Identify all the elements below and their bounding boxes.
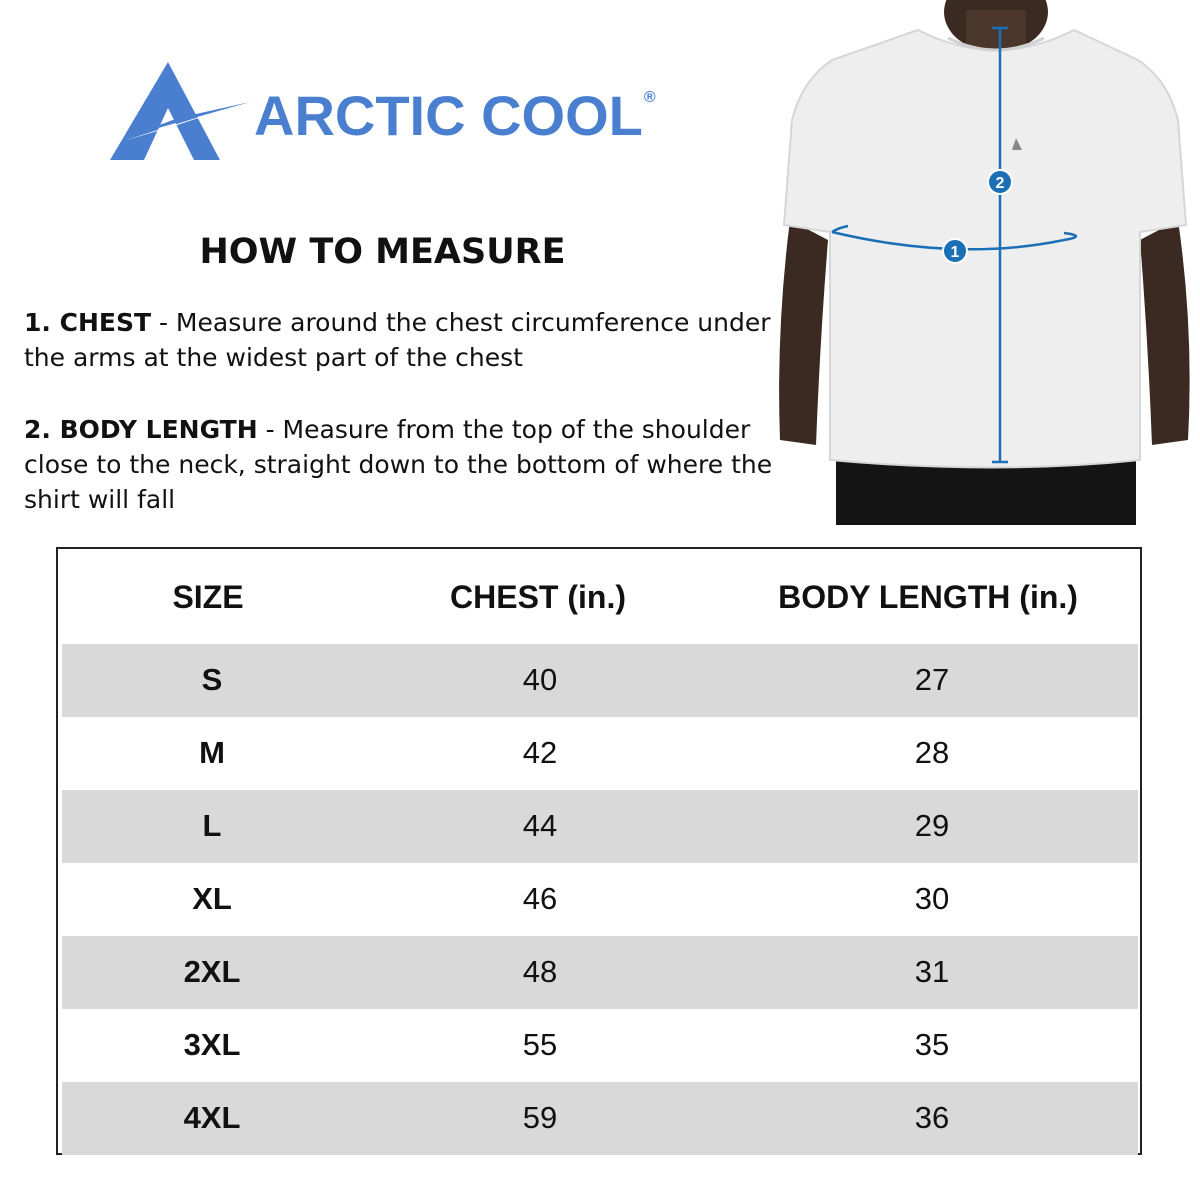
chest-instruction-text: - Measure around the chest circumference under the arms at the widest part of the chest [24,308,771,372]
header-size: SIZE [172,579,244,615]
chest-cell: 44 [522,808,558,843]
table-row [62,1082,1138,1155]
header-body-length: BODY LENGTH (in.) [778,579,1078,615]
model-left-arm [779,220,828,445]
body-length-instruction [24,412,784,517]
chest-cell: 46 [522,881,558,916]
how-to-measure-heading: HOW TO MEASURE [199,232,566,272]
chest-cell: 40 [522,662,558,697]
measurement-diagram [768,0,1200,525]
brand-logo [108,62,668,162]
model-neck [966,10,1026,50]
length-cell: 35 [914,1027,950,1062]
chest-cell: 48 [522,954,558,989]
length-cell: 28 [914,735,950,770]
length-cell: 29 [914,808,950,843]
table-header [58,549,1140,644]
chest-cell: 59 [522,1100,558,1135]
arctic-cool-mountain-icon [108,62,258,162]
table-row [62,936,1138,1009]
model-diagram [768,0,1200,525]
body-length-instruction-label: 2. BODY LENGTH [24,415,258,444]
table-body [62,644,1138,1155]
body-length-instruction-text: - Measure from the top of the shoulder close to the neck, straight down to the bottom of where the shirt will fall [24,415,773,514]
length-cell: 31 [914,954,950,989]
brand-name: ARCTIC COOL [254,84,643,147]
length-cell: 30 [914,881,950,916]
size-cell: 3XL [183,1027,241,1062]
model-right-arm [1140,220,1190,445]
registered-mark: ® [643,89,656,106]
size-chart-table [56,547,1142,1155]
table-row [62,790,1138,863]
size-cell: S [201,662,223,697]
size-cell: L [202,808,222,843]
marker-1-label: 1 [950,244,960,261]
table-row [62,717,1138,790]
table-row [62,863,1138,936]
size-cell: XL [192,881,232,916]
header-chest: CHEST (in.) [450,579,626,615]
length-cell: 27 [914,662,950,697]
table-row [62,1009,1138,1082]
chest-cell: 42 [522,735,558,770]
size-cell: M [199,735,225,770]
length-cell: 36 [914,1100,950,1135]
size-cell: 2XL [183,954,241,989]
chest-instruction [24,305,784,375]
marker-2-label: 2 [995,175,1005,192]
chest-cell: 55 [522,1027,558,1062]
brand-wordmark [254,84,656,147]
table-row [62,644,1138,717]
chest-instruction-label: 1. CHEST [24,308,152,337]
size-cell: 4XL [183,1100,241,1135]
